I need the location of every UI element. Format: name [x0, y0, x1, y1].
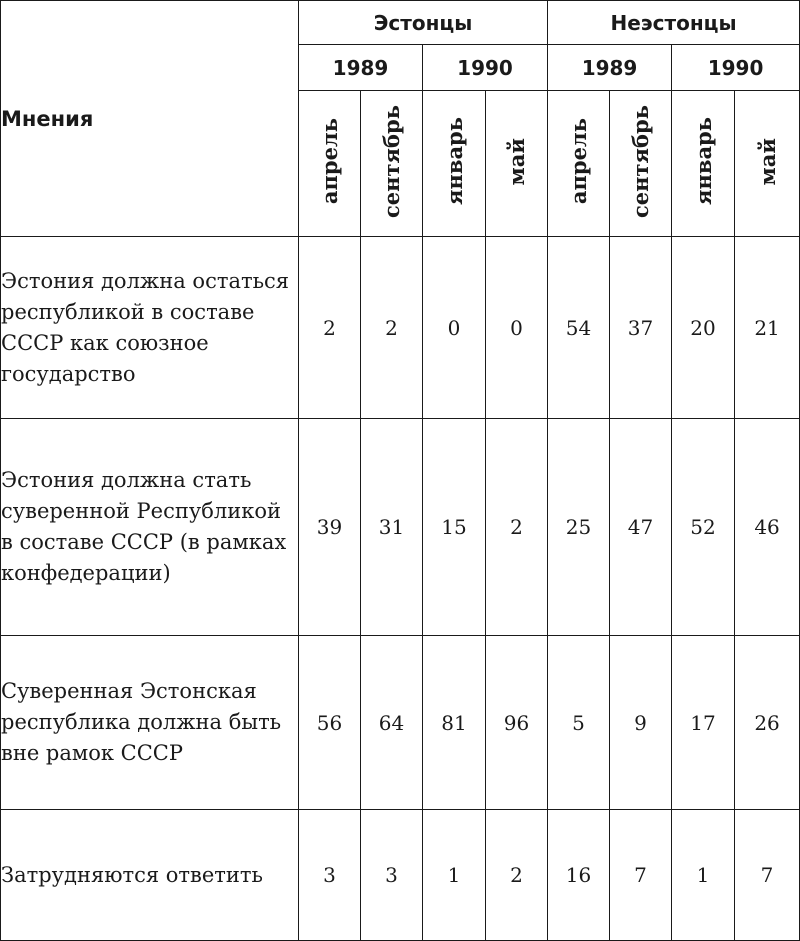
- value-cell: 56: [299, 636, 361, 810]
- month-label: апрель: [317, 118, 342, 205]
- value-cell: 31: [361, 419, 423, 636]
- month-label: сентябрь: [628, 105, 654, 218]
- value-cell: 47: [610, 419, 672, 636]
- value-cell: 64: [361, 636, 423, 810]
- value-cell: 25: [548, 419, 610, 636]
- value-cell: 96: [486, 636, 548, 810]
- value-cell: 2: [486, 419, 548, 636]
- table-row: [1, 810, 800, 941]
- value-cell: 39: [299, 419, 361, 636]
- month-header: [610, 91, 672, 237]
- table-row: [1, 419, 800, 636]
- value-cell: 37: [610, 237, 672, 419]
- group-non-estonians-header: Неэстонцы: [548, 1, 800, 45]
- month-label: январь: [441, 117, 467, 206]
- opinion-cell: Эстония должна стать суверенной Республикой в составе СССР (в рамках конфедерации): [1, 419, 299, 636]
- month-label: май: [504, 137, 530, 186]
- year-header-non-estonians-1990: 1990: [672, 45, 800, 91]
- opinion-cell: Суверенная Эстонская республика должна быть вне рамок СССР: [1, 636, 299, 810]
- year-header-estonians-1989: 1989: [299, 45, 423, 91]
- value-cell: 9: [610, 636, 672, 810]
- month-header: [486, 91, 548, 237]
- value-cell: 2: [299, 237, 361, 419]
- month-header: [299, 91, 361, 237]
- value-cell: 17: [672, 636, 735, 810]
- value-cell: 20: [672, 237, 735, 419]
- value-cell: 21: [735, 237, 800, 419]
- table-row: [1, 636, 800, 810]
- value-cell: 7: [610, 810, 672, 941]
- month-header: [361, 91, 423, 237]
- month-header: [735, 91, 800, 237]
- month-header: [423, 91, 486, 237]
- value-cell: 2: [486, 810, 548, 941]
- value-cell: 26: [735, 636, 800, 810]
- value-cell: 46: [735, 419, 800, 636]
- month-label: май: [754, 137, 780, 186]
- opinion-cell: Эстония должна остаться республикой в составе СССР как союзное государство: [1, 237, 299, 419]
- value-cell: 2: [361, 237, 423, 419]
- month-label: сентябрь: [379, 105, 404, 218]
- value-cell: 52: [672, 419, 735, 636]
- month-header: [672, 91, 735, 237]
- value-cell: 1: [423, 810, 486, 941]
- value-cell: 16: [548, 810, 610, 941]
- value-cell: 54: [548, 237, 610, 419]
- value-cell: 0: [486, 237, 548, 419]
- value-cell: 3: [299, 810, 361, 941]
- value-cell: 7: [735, 810, 800, 941]
- month-label: апрель: [566, 118, 592, 205]
- month-label: январь: [690, 117, 716, 206]
- opinion-cell: Затрудняются ответить: [1, 810, 299, 941]
- value-cell: 81: [423, 636, 486, 810]
- value-cell: 15: [423, 419, 486, 636]
- month-header: [548, 91, 610, 237]
- opinions-header: Мнения: [1, 1, 299, 237]
- value-cell: 0: [423, 237, 486, 419]
- table-row: [1, 237, 800, 419]
- year-header-estonians-1990: 1990: [423, 45, 548, 91]
- group-estonians-header: Эстонцы: [299, 1, 548, 45]
- value-cell: 1: [672, 810, 735, 941]
- value-cell: 3: [361, 810, 423, 941]
- year-header-non-estonians-1989: 1989: [548, 45, 672, 91]
- value-cell: 5: [548, 636, 610, 810]
